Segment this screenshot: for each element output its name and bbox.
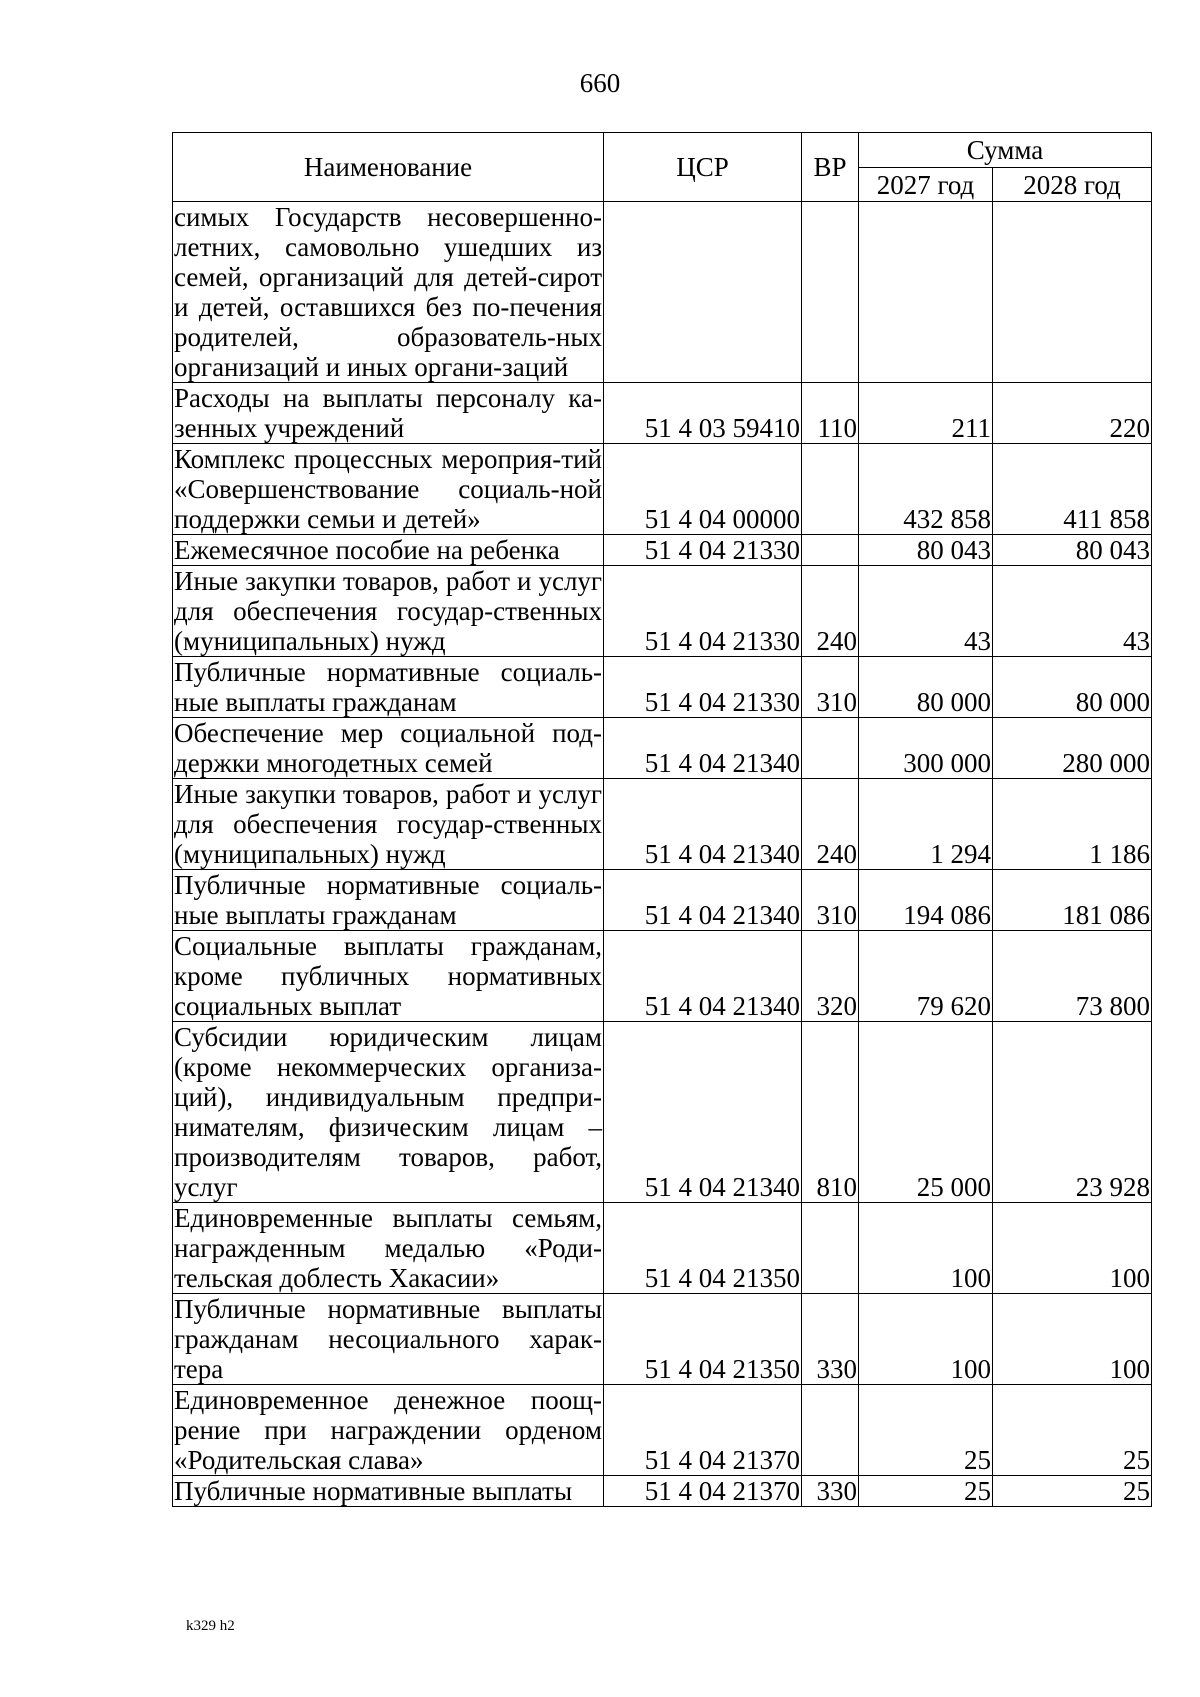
row-sum-2028: 220 [993, 383, 1152, 444]
row-sum-2028: 73 800 [993, 931, 1152, 1022]
row-vr [802, 202, 859, 383]
table-row [173, 931, 1152, 1022]
row-csr: 51 4 04 21340 [604, 1022, 802, 1203]
row-vr: 330 [802, 1476, 859, 1507]
row-sum-2028: 80 000 [993, 657, 1152, 718]
budget-table [172, 132, 1152, 1507]
row-vr [802, 718, 859, 779]
row-name: Единовременное денежное поощ-рение при награждении орденом «Родительская слава» [174, 1385, 602, 1475]
row-vr: 240 [802, 566, 859, 657]
row-name: Публичные нормативные социаль-ные выплаты гражданам [174, 870, 602, 930]
row-name: Публичные нормативные социаль-ные выплаты гражданам [174, 657, 602, 717]
row-name: Публичные нормативные выплаты [173, 1476, 604, 1507]
row-sum-2027: 432 858 [859, 444, 993, 535]
row-csr: 51 4 04 21350 [604, 1203, 802, 1294]
row-sum-2027: 100 [859, 1294, 993, 1385]
row-sum-2027: 25 [859, 1385, 993, 1476]
row-sum-2028: 100 [993, 1203, 1152, 1294]
row-csr: 51 4 04 21340 [604, 870, 802, 931]
page-number: 660 [579, 68, 621, 98]
header-year-2027: 2027 год [859, 168, 993, 202]
row-csr: 51 4 04 00000 [604, 444, 802, 535]
table-header [173, 133, 1152, 202]
row-sum-2027: 211 [859, 383, 993, 444]
row-sum-2028 [993, 202, 1152, 383]
row-sum-2028: 23 928 [993, 1022, 1152, 1203]
row-vr: 310 [802, 657, 859, 718]
row-name: Социальные выплаты гражданам, кроме публичных нормативных социальных выплат [174, 931, 602, 1021]
table-row [173, 383, 1152, 444]
row-sum-2028: 411 858 [993, 444, 1152, 535]
table-row [173, 657, 1152, 718]
row-name: Обеспечение мер социальной под-держки многодетных семей [174, 718, 602, 778]
table-row [173, 444, 1152, 535]
row-sum-2028: 80 043 [993, 535, 1152, 566]
row-csr: 51 4 04 21330 [604, 535, 802, 566]
row-csr: 51 4 04 21340 [604, 718, 802, 779]
table-row [173, 566, 1152, 657]
row-sum-2027: 300 000 [859, 718, 993, 779]
row-sum-2028: 181 086 [993, 870, 1152, 931]
header-year-2028: 2028 год [993, 168, 1152, 202]
table-row [173, 779, 1152, 870]
row-vr: 320 [802, 931, 859, 1022]
row-csr: 51 4 04 21330 [604, 566, 802, 657]
row-vr: 810 [802, 1022, 859, 1203]
row-vr [802, 444, 859, 535]
table-row [173, 535, 1152, 566]
table-row [173, 1385, 1152, 1476]
header-sum: Сумма [859, 133, 1152, 168]
header-name: Наименование [173, 133, 604, 202]
table-row [173, 1203, 1152, 1294]
row-csr: 51 4 03 59410 [604, 383, 802, 444]
row-sum-2028: 25 [993, 1476, 1152, 1507]
row-sum-2028: 1 186 [993, 779, 1152, 870]
row-sum-2028: 25 [993, 1385, 1152, 1476]
row-name: Ежемесячное пособие на ребенка [173, 535, 604, 566]
table-row [173, 870, 1152, 931]
row-sum-2027: 25 000 [859, 1022, 993, 1203]
row-name: Иные закупки товаров, работ и услуг для обеспечения государ-ственных (муниципальных) нужд [174, 779, 602, 869]
table-row [173, 718, 1152, 779]
row-sum-2028: 280 000 [993, 718, 1152, 779]
row-sum-2027: 194 086 [859, 870, 993, 931]
row-sum-2028: 100 [993, 1294, 1152, 1385]
table-row [173, 202, 1152, 383]
row-name: симых Государств несовершенно-летних, самовольно ушедших из семей, организаций для детей-сирот и детей, оставшихся без по-печения родителей, образователь-ных организаций и иных органи-заций [174, 202, 602, 382]
row-csr [604, 202, 802, 383]
row-sum-2027: 80 043 [859, 535, 993, 566]
row-name: Публичные нормативные выплаты гражданам несоциального харак-тера [174, 1294, 602, 1384]
row-vr [802, 535, 859, 566]
row-sum-2027: 79 620 [859, 931, 993, 1022]
table-row [173, 1294, 1152, 1385]
row-csr: 51 4 04 21370 [604, 1385, 802, 1476]
row-csr: 51 4 04 21340 [604, 931, 802, 1022]
header-vr: ВР [802, 133, 859, 202]
row-vr [802, 1385, 859, 1476]
row-name: Иные закупки товаров, работ и услуг для обеспечения государ-ственных (муниципальных) нужд [174, 566, 602, 656]
row-sum-2027: 1 294 [859, 779, 993, 870]
row-sum-2027: 80 000 [859, 657, 993, 718]
table-row [173, 1022, 1152, 1203]
table-body [173, 202, 1152, 1507]
row-vr: 310 [802, 870, 859, 931]
row-csr: 51 4 04 21330 [604, 657, 802, 718]
row-name: Расходы на выплаты персоналу ка-зенных учреждений [174, 383, 602, 443]
row-sum-2027: 25 [859, 1476, 993, 1507]
row-sum-2027 [859, 202, 993, 383]
row-csr: 51 4 04 21370 [604, 1476, 802, 1507]
row-sum-2027: 100 [859, 1203, 993, 1294]
row-vr: 110 [802, 383, 859, 444]
row-name: Субсидии юридическим лицам (кроме некоммерческих организа-ций), индивидуальным предпри-нимателям, физическим лицам – производителям товаров, работ, услуг [174, 1022, 602, 1202]
row-name: Единовременные выплаты семьям, награжденным медалью «Роди-тельская доблесть Хакасии» [174, 1203, 602, 1293]
row-name: Комплекс процессных мероприя-тий «Совершенствование социаль-ной поддержки семьи и детей» [174, 444, 602, 534]
row-vr: 330 [802, 1294, 859, 1385]
header-csr: ЦСР [604, 133, 802, 202]
table-row [173, 1476, 1152, 1507]
footer-code: k329 h2 [186, 1618, 235, 1634]
row-csr: 51 4 04 21350 [604, 1294, 802, 1385]
row-sum-2028: 43 [993, 566, 1152, 657]
row-sum-2027: 43 [859, 566, 993, 657]
row-csr: 51 4 04 21340 [604, 779, 802, 870]
row-vr [802, 1203, 859, 1294]
row-vr: 240 [802, 779, 859, 870]
